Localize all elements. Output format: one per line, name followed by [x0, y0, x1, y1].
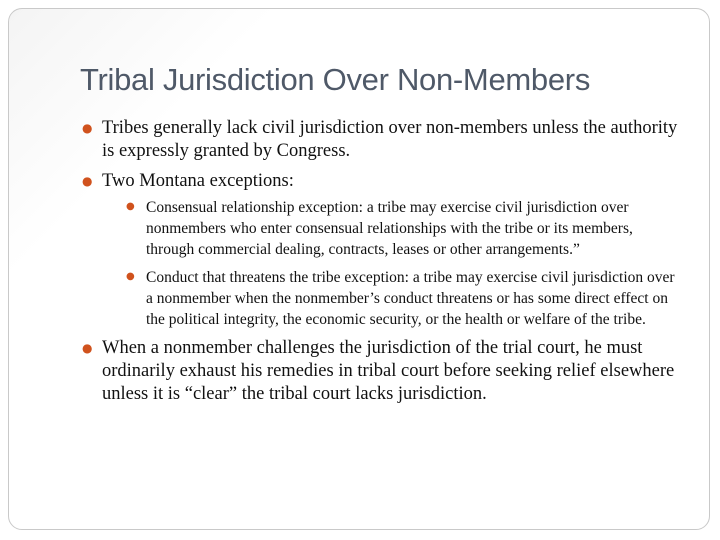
sub-bullet-text: Conduct that threatens the tribe exception: a tribe may exercise civil jurisdiction over a nonmember when the nonmember’s conduct threatens or has some direct effect on the political integrity, the economic security, or the health or welfare of the tribe. — [146, 269, 675, 328]
list-item — [80, 170, 680, 330]
circle-bullet-icon: ● — [126, 201, 135, 212]
bullet-text: When a nonmember challenges the jurisdiction of the trial court, he must ordinarily exhaust his remedies in tribal court before seeking relief elsewhere unless it is “clear” the tribal court lacks jurisdiction. — [102, 338, 675, 404]
sub-bullet-text: Consensual relationship exception: a tribe may exercise civil jurisdiction over nonmembers who enter consensual relationships with the tribe or its members, through commercial dealing, contracts, leases or other arrangements.” — [146, 199, 633, 258]
bullet-text: Tribes generally lack civil jurisdiction over non-members unless the authority is expressly granted by Congress. — [102, 118, 678, 161]
sub-list-item — [124, 267, 680, 330]
list-item — [80, 117, 680, 163]
sub-list-item — [124, 197, 680, 260]
circle-bullet-icon: ● — [82, 121, 93, 135]
bullet-list — [80, 117, 680, 406]
slide-title: Tribal Jurisdiction Over Non-Members — [80, 62, 591, 97]
slide-body — [80, 117, 680, 413]
sub-bullet-list — [102, 197, 680, 330]
bullet-text: Two Montana exceptions: — [102, 171, 294, 191]
list-item — [80, 337, 680, 406]
circle-bullet-icon: ● — [126, 271, 135, 282]
circle-bullet-icon: ● — [82, 341, 93, 355]
circle-bullet-icon: ● — [82, 174, 93, 188]
